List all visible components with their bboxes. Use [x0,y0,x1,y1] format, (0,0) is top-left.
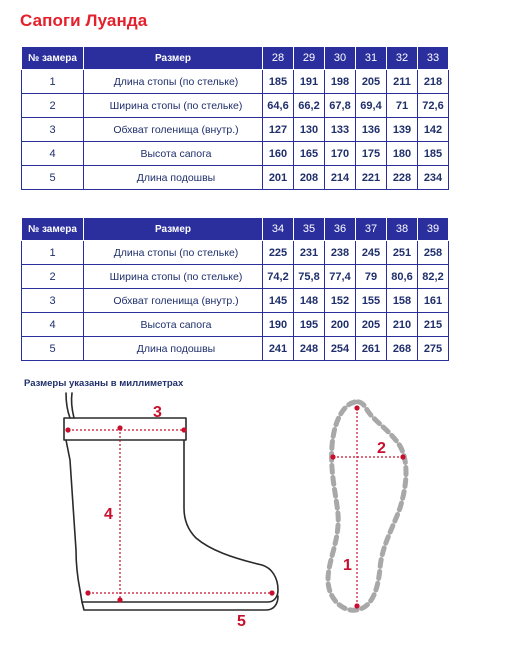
cell-value: 148 [294,289,325,313]
cell-value: 258 [418,241,449,265]
header-measure-number: № замера [22,47,84,70]
table-header-row [22,47,449,70]
cell-value: 185 [263,70,294,94]
table-row [22,289,449,313]
cell-value: 175 [356,142,387,166]
row-number: 4 [22,313,84,337]
cell-value: 69,4 [356,94,387,118]
cell-value: 142 [418,118,449,142]
page-title: Сапоги Луанда [20,11,148,30]
header-size-value: 30 [325,47,356,70]
cell-value: 215 [418,313,449,337]
cell-value: 190 [263,313,294,337]
table-row [22,265,449,289]
header-size-value: 33 [418,47,449,70]
cell-value: 145 [263,289,294,313]
header-size: Размер [84,47,263,70]
cell-value: 155 [356,289,387,313]
table-row [22,70,449,94]
cell-value: 165 [294,142,325,166]
header-size-value: 28 [263,47,294,70]
cell-value: 191 [294,70,325,94]
table-row [22,241,449,265]
cell-value: 245 [356,241,387,265]
row-label: Высота сапога [84,313,263,337]
table-row [22,337,449,361]
cell-value: 74,2 [263,265,294,289]
cell-value: 77,4 [325,265,356,289]
table-row [22,94,449,118]
table-row [22,118,449,142]
cell-value: 214 [325,166,356,190]
cell-value: 225 [263,241,294,265]
cell-value: 185 [418,142,449,166]
row-label: Длина подошвы [84,337,263,361]
header-size: Размер [84,218,263,241]
header-size-value: 35 [294,218,325,241]
header-size-value: 34 [263,218,294,241]
cell-value: 71 [387,94,418,118]
cell-value: 195 [294,313,325,337]
cell-value: 251 [387,241,418,265]
cell-value: 241 [263,337,294,361]
header-size-value: 38 [387,218,418,241]
cell-value: 198 [325,70,356,94]
cell-value: 205 [356,313,387,337]
row-number: 1 [22,70,84,94]
header-size-value: 31 [356,47,387,70]
cell-value: 79 [356,265,387,289]
size-table-2 [21,217,449,361]
row-number: 3 [22,289,84,313]
cell-value: 130 [294,118,325,142]
row-label: Длина подошвы [84,166,263,190]
cell-value: 72,6 [418,94,449,118]
row-number: 4 [22,142,84,166]
boot-measurements [66,426,274,602]
header-size-value: 36 [325,218,356,241]
label-boot-sole: 5 [237,613,246,630]
header-measure-number: № замера [22,218,84,241]
cell-value: 139 [387,118,418,142]
cell-value: 133 [325,118,356,142]
cell-value: 136 [356,118,387,142]
cell-value: 66,2 [294,94,325,118]
table-row [22,142,449,166]
cell-value: 127 [263,118,294,142]
row-label: Длина стопы (по стельке) [84,70,263,94]
cell-value: 228 [387,166,418,190]
table-row [22,313,449,337]
cell-value: 221 [356,166,387,190]
units-note: Размеры указаны в миллиметрах [24,378,184,389]
cell-value: 200 [325,313,356,337]
row-number: 2 [22,265,84,289]
table-row [22,166,449,190]
insole-outline [328,402,406,610]
cell-value: 67,8 [325,94,356,118]
cell-value: 268 [387,337,418,361]
cell-value: 210 [387,313,418,337]
cell-value: 275 [418,337,449,361]
row-label: Обхват голенища (внутр.) [84,289,263,313]
cell-value: 201 [263,166,294,190]
cell-value: 158 [387,289,418,313]
row-number: 5 [22,166,84,190]
table-header-row [22,218,449,241]
cell-value: 218 [418,70,449,94]
cell-value: 231 [294,241,325,265]
row-label: Высота сапога [84,142,263,166]
cell-value: 152 [325,289,356,313]
header-size-value: 32 [387,47,418,70]
cell-value: 254 [325,337,356,361]
row-label: Ширина стопы (по стельке) [84,265,263,289]
cell-value: 248 [294,337,325,361]
cell-value: 161 [418,289,449,313]
row-label: Длина стопы (по стельке) [84,241,263,265]
cell-value: 238 [325,241,356,265]
row-number: 3 [22,118,84,142]
cell-value: 75,8 [294,265,325,289]
label-boot-height: 4 [104,506,113,523]
header-size-value: 37 [356,218,387,241]
cell-value: 80,6 [387,265,418,289]
cell-value: 211 [387,70,418,94]
row-label: Обхват голенища (внутр.) [84,118,263,142]
label-insole-length: 1 [343,557,352,574]
label-insole-width: 2 [377,440,386,457]
cell-value: 180 [387,142,418,166]
row-number: 2 [22,94,84,118]
row-number: 1 [22,241,84,265]
header-size-value: 39 [418,218,449,241]
label-boot-top: 3 [153,404,162,421]
header-size-value: 29 [294,47,325,70]
cell-value: 64,6 [263,94,294,118]
measurement-diagram [0,390,512,652]
row-label: Ширина стопы (по стельке) [84,94,263,118]
cell-value: 234 [418,166,449,190]
cell-value: 82,2 [418,265,449,289]
boot-illustration [64,393,278,610]
cell-value: 208 [294,166,325,190]
row-number: 5 [22,337,84,361]
cell-value: 205 [356,70,387,94]
cell-value: 170 [325,142,356,166]
cell-value: 261 [356,337,387,361]
size-table-1 [21,46,449,190]
cell-value: 160 [263,142,294,166]
